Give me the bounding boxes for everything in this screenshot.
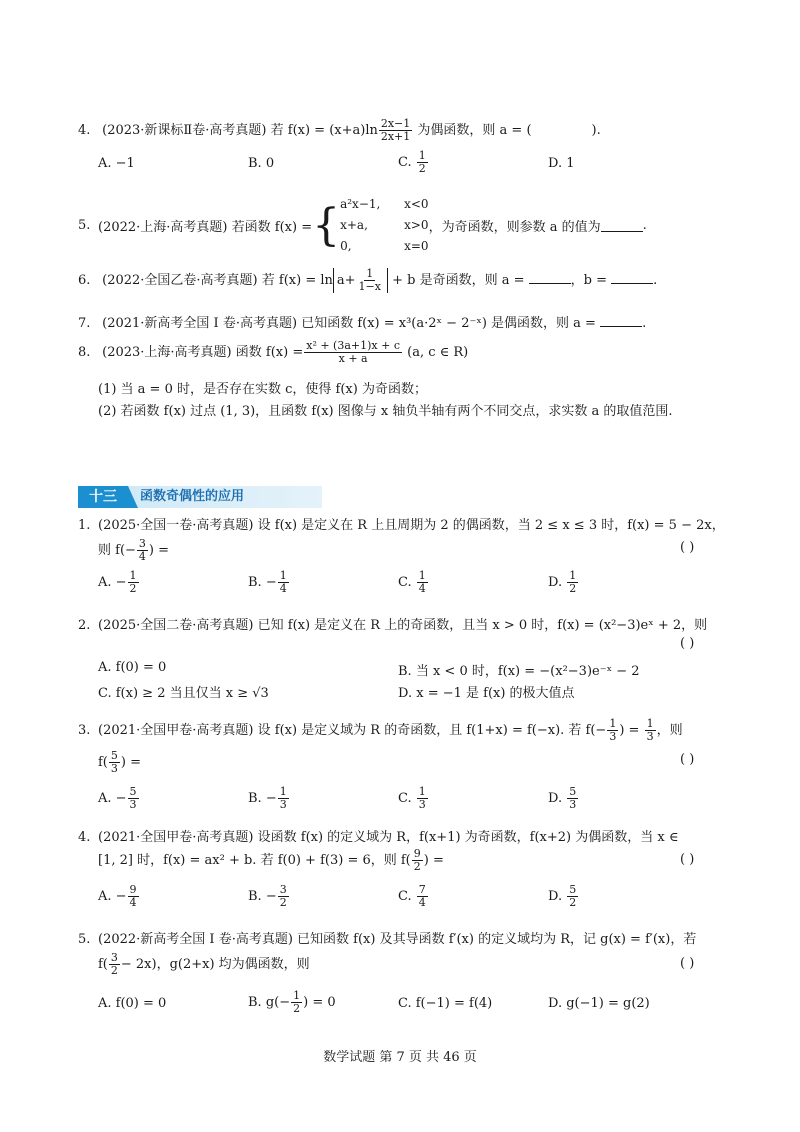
question-number: 5. [78,932,91,947]
brace-icon: { [312,199,341,251]
question-source: (2023·新课标Ⅱ卷·高考真题) [102,123,267,138]
absolute-value: a+ $\frac{1}{1-x}$ [333,268,388,293]
s13-q1-option-a: A. − $\frac{1}{2}$ [98,569,137,595]
question-source: (2021·新高考全国 Ⅰ 卷·高考真题) [102,316,298,331]
question-4-top: 4. (2023·新课标Ⅱ卷·高考真题) 若 f(x) = (x+a)ln $\frac{2x-1}{2x+1}$ 为偶函数，则 a = ( ). [78,117,601,143]
question-number: 1. [78,518,91,533]
s13-q2-option-d: D. x = −1 是 f(x) 的极大值点 [398,686,575,701]
page-footer: 数学试题 第 7 页 共 46 页 [323,1050,477,1065]
q4-option-c: C. $\frac{1}{2}$ [398,149,426,175]
s13-q3-line2: f( $\frac{5}{3}$ ) = [98,749,141,775]
question-source: (2022·全国乙卷·高考真题) [102,273,258,288]
question-6-top: 6. (2022·全国乙卷·高考真题) 若 f(x) = ln a+ $\frac{1}{1-x}$ + b 是奇函数，则 a = ，b = . [78,267,658,293]
answer-paren[interactable]: ( ) [680,636,695,651]
s13-q4-option-c: C. $\frac{7}{4}$ [398,883,426,909]
section-title: 函数奇偶性的应用 [140,489,245,504]
s13-q4-option-b: B. − $\frac{3}{2}$ [248,883,287,909]
question-source: (2022·上海·高考真题) [98,220,228,235]
s13-q5-option-b: B. g(− $\frac{1}{2}$ ) = 0 [248,989,336,1015]
s13-q3-option-c: C. $\frac{1}{3}$ [398,785,426,811]
question-8-top: 8. (2023·上海·高考真题) 函数 f(x) = $\frac{\text{x² + (3a+1)x + c}}{x + a}$ (a, c ∈ R) [78,339,469,365]
answer-blank[interactable] [600,315,642,327]
question-source: (2023·上海·高考真题) [102,345,232,360]
s13-q5-option-a: A. f(0) = 0 [98,996,167,1011]
s13-q2-option-c: C. f(x) ≥ 2 当且仅当 x ≥ √3 [98,686,269,701]
fraction: $\frac{2x-1}{2x+1}$ [380,117,411,143]
answer-paren[interactable]: ( ) [680,540,695,555]
question-number: 5. [78,218,91,233]
q4-option-b: B. 0 [248,156,275,171]
answer-paren[interactable]: ( ) [680,852,695,867]
s13-q1-option-c: C. $\frac{1}{4}$ [398,569,426,595]
s13-q3-option-a: A. − $\frac{5}{3}$ [98,785,137,811]
s13-q2-option-b: B. 当 x < 0 时，f(x) = −(x²−3)e⁻ˣ − 2 [398,664,640,679]
s13-q5-line2: f( $\frac{3}{2}$ − 2x)，g(2+x) 均为偶函数，则 [98,951,310,977]
section-number: 十三 [78,486,128,508]
question-number: 4. [78,123,91,138]
answer-blank[interactable] [601,220,643,232]
answer-blank-b[interactable] [611,272,653,284]
question-number: 6. [78,273,91,288]
question-number: 3. [78,723,91,738]
q8-subquestion-1: (1) 当 a = 0 时，是否存在实数 c，使得 f(x) 为奇函数； [98,382,427,397]
q4-option-d: D. 1 [548,156,575,171]
s13-q3-option-b: B. − $\frac{1}{3}$ [248,785,287,811]
s13-question-1: 1. (2025·全国一卷·高考真题) 设 f(x) 是定义在 R 上且周期为 2 的偶函数，当 2 ≤ x ≤ 3 时，f(x) = 5 − 2x， [78,518,725,533]
answer-paren[interactable]: ( ) [680,752,695,767]
answer-paren[interactable]: ( ) [680,956,695,971]
q4-option-a: A. −1 [98,156,135,171]
s13-q4-line2: [1, 2] 时，f(x) = ax² + b. 若 f(0) + f(3) = 6，则 f( $\frac{9}{2}$ ) = [98,847,444,873]
fraction: $\frac{\text{x² + (3a+1)x + c}}{x + a}$ [306,339,400,365]
section-banner [78,486,322,508]
answer-blank-a[interactable] [529,272,571,284]
question-number: 8. [78,345,91,360]
s13-q1-option-d: D. $\frac{1}{2}$ [548,569,577,595]
s13-q2-option-a: A. f(0) = 0 [98,660,167,675]
q8-subquestion-2: (2) 若函数 f(x) 过点 (1, 3)，且函数 f(x) 图像与 x 轴负半轴有两个不同交点，求实数 a 的取值范围. [98,404,673,419]
s13-question-2: 2. (2025·全国二卷·高考真题) 已知 f(x) 是定义在 R 上的奇函数，且当 x > 0 时，f(x) = (x²−3)eˣ + 2，则 [78,618,708,633]
s13-q3-option-d: D. $\frac{5}{3}$ [548,785,577,811]
s13-q1-option-b: B. − $\frac{1}{4}$ [248,569,287,595]
question-5-top: 5. (2022·上海·高考真题) 若函数 f(x) = { a²x−1, x<0 x+a, x>0 0, x=0 ，为奇函数，则参数 a 的值为 . [78,194,647,257]
s13-q5-option-d: D. g(−1) = g(2) [548,996,650,1011]
s13-q1-line2: 则 f(− $\frac{3}{4}$ ) = [98,537,170,563]
s13-q5-option-c: C. f(−1) = f(4) [398,996,493,1011]
question-number: 4. [78,830,91,845]
s13-question-4: 4. (2021·全国甲卷·高考真题) 设函数 f(x) 的定义域为 R，f(x+1) 为奇函数，f(x+2) 为偶函数，当 x ∈ [78,830,679,845]
s13-question-5: 5. (2022·新高考全国 Ⅰ 卷·高考真题) 已知函数 f(x) 及其导函数 f′(x) 的定义域均为 R，记 g(x) = f′(x)，若 [78,932,697,947]
question-number: 2. [78,618,91,633]
piecewise-cases: a²x−1, x<0 x+a, x>0 0, x=0 [340,197,429,253]
s13-q4-option-a: A. − $\frac{9}{4}$ [98,883,137,909]
question-number: 7. [78,316,91,331]
s13-question-3: 3. (2021·全国甲卷·高考真题) 设 f(x) 是定义域为 R 的奇函数，且 f(1+x) = f(−x). 若 f(− $\frac{1}{3}$ ) = $\frac{1}{3}$ ，则 [78,717,683,743]
question-7-top: 7. (2021·新高考全国 Ⅰ 卷·高考真题) 已知函数 f(x) = x³(a·2ˣ − 2⁻ˣ) 是偶函数，则 a = . [78,316,647,331]
s13-q4-option-d: D. $\frac{5}{2}$ [548,883,577,909]
